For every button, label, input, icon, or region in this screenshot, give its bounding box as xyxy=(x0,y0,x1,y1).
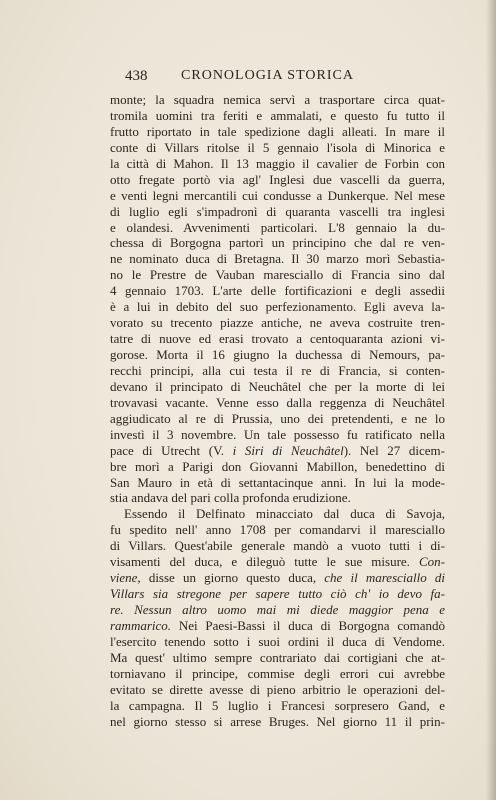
text-line: ne nominato duca di Bretagna. Il 30 marzo morì Sebastia- xyxy=(110,251,445,267)
text-line: fu spedito nell' anno 1708 per comandarvi il maresciallo xyxy=(110,522,445,538)
text-line-quote-end xyxy=(110,618,445,634)
text-line: no le Prestre de Vauban maresciallo di Francia sino dal xyxy=(110,267,445,283)
text-line: nel giorno stesso si arrese Bruges. Nel giorno 11 il prin- xyxy=(110,713,445,729)
text-line: Ma quest' ultimo sempre contrariato dai cortigiani che at- xyxy=(110,649,445,665)
text-line: recchi principi, alla cui testa il re di Francia, si conten- xyxy=(110,362,445,378)
text-line: stia andava del pari colla profonda erudizione. xyxy=(110,490,351,506)
text-line: trovavasi vacante. Venne esso dalla reggenza di Neuchâtel xyxy=(110,394,445,410)
text-line: conte di Villars ritolse il 5 gennaio l'isola di Minorica e xyxy=(110,139,445,155)
text-line: tromila uomini tra feriti e ammalati, e questo fu tutto il xyxy=(110,107,445,123)
text-line: investì il 3 novembre. Un tale possesso fu ratificato nella xyxy=(110,426,445,442)
page-edge-shadow xyxy=(486,0,496,800)
text-line: la città di Mahon. Il 13 maggio il cavalier de Forbin con xyxy=(110,155,445,171)
text-segment: pace di Utrecht (V. xyxy=(110,442,233,458)
text-line-quote: re. Nessun altro uomo mai mi diede maggior pena e xyxy=(110,602,445,617)
page-number: 438 xyxy=(125,68,148,84)
text-line: vorato su trecento piazze antiche, ne aveva costruite tren- xyxy=(110,315,445,331)
text-line: torniavano il principe, commise degli errori cui avrebbe xyxy=(110,665,445,681)
text-line: evitato se dirette avesse di pieno arbitrio le operazioni del- xyxy=(110,681,445,697)
italic-segment: rammarico. xyxy=(110,617,172,633)
text-line: bre morì a Parigi don Giovanni Mabillon, benedettino di xyxy=(110,458,445,474)
text-line: di Villars. Quest'abile generale mandò a vuoto tutti i di- xyxy=(110,538,445,554)
text-line: tatre di nuove ed erasi trovato a centoquaranta azioni vi- xyxy=(110,331,445,347)
italic-segment: i Siri di Neuchâtel xyxy=(232,442,344,458)
text-line: gorose. Morta il 16 giugno la duchessa di Nemours, pa- xyxy=(110,347,445,362)
italic-segment: viene, xyxy=(110,570,141,586)
text-line: monte; la squadra nemica servì a trasportare circa quat- xyxy=(110,92,445,107)
text-line: e olandesi. Avvenimenti particolari. L'8 gennaio la du- xyxy=(110,219,445,235)
text-line: chessa di Borgogna partorì un principino che dal re ven- xyxy=(110,235,445,251)
italic-segment: che il maresciallo di xyxy=(324,570,445,586)
text-line-quote: Villars sia stregone per sapere tutto ciò ch' io devo fa- xyxy=(110,586,445,602)
text-line-quote-start xyxy=(110,554,445,570)
text-line: 4 gennaio 1703. L'arte delle fortificazioni e degli assedii xyxy=(110,283,445,299)
text-segment: disse un giorno questo duca, xyxy=(140,570,325,586)
text-line: Essendo il Delfinato minacciato dal duca di Savoja, xyxy=(124,506,445,522)
italic-segment: Con- xyxy=(419,554,445,570)
text-line: San Mauro in età di settantacinque anni. In lui la mode- xyxy=(110,474,445,490)
text-line: di luglio egli s'impadronì di quaranta vascelli tra inglesi xyxy=(110,203,445,219)
body-text xyxy=(110,92,445,730)
text-line: aggiudicato al re di Prussia, uno dei pretendenti, e ne lo xyxy=(110,410,445,426)
text-line: è a lui in debito del suo perfezionamento. Egli aveva la- xyxy=(110,299,445,315)
text-line-quote xyxy=(110,570,445,586)
text-line: otto fregate portò via agl' Inglesi due vascelli da guerra, xyxy=(110,171,445,187)
text-line: l'esercito tenendo sotto i suoi ordini il duca di Vendome. xyxy=(110,633,445,649)
text-line: e venti legni mercantili cui condusse a Dunkerque. Nel mese xyxy=(110,187,445,203)
text-line: devano il principato di Neuchâtel che per la morte di lei xyxy=(110,378,445,394)
text-line: frutto riportato in tale spedizione dagli alleati. In mare il xyxy=(110,123,445,139)
text-line-siri xyxy=(110,443,445,459)
text-segment: visamenti del duca, e dileguò tutte le sue misure. xyxy=(110,554,419,570)
text-line: la campagna. Il 5 luglio i Francesi sorpresero Gand, e xyxy=(110,697,445,713)
text-segment: ). Nel 27 dicem- xyxy=(343,442,445,458)
running-header xyxy=(125,68,370,86)
text-segment: Nei Paesi-Bassi il duca di Borgogna comandò xyxy=(171,617,445,633)
running-title: CRONOLOGIA STORICA xyxy=(181,68,354,83)
